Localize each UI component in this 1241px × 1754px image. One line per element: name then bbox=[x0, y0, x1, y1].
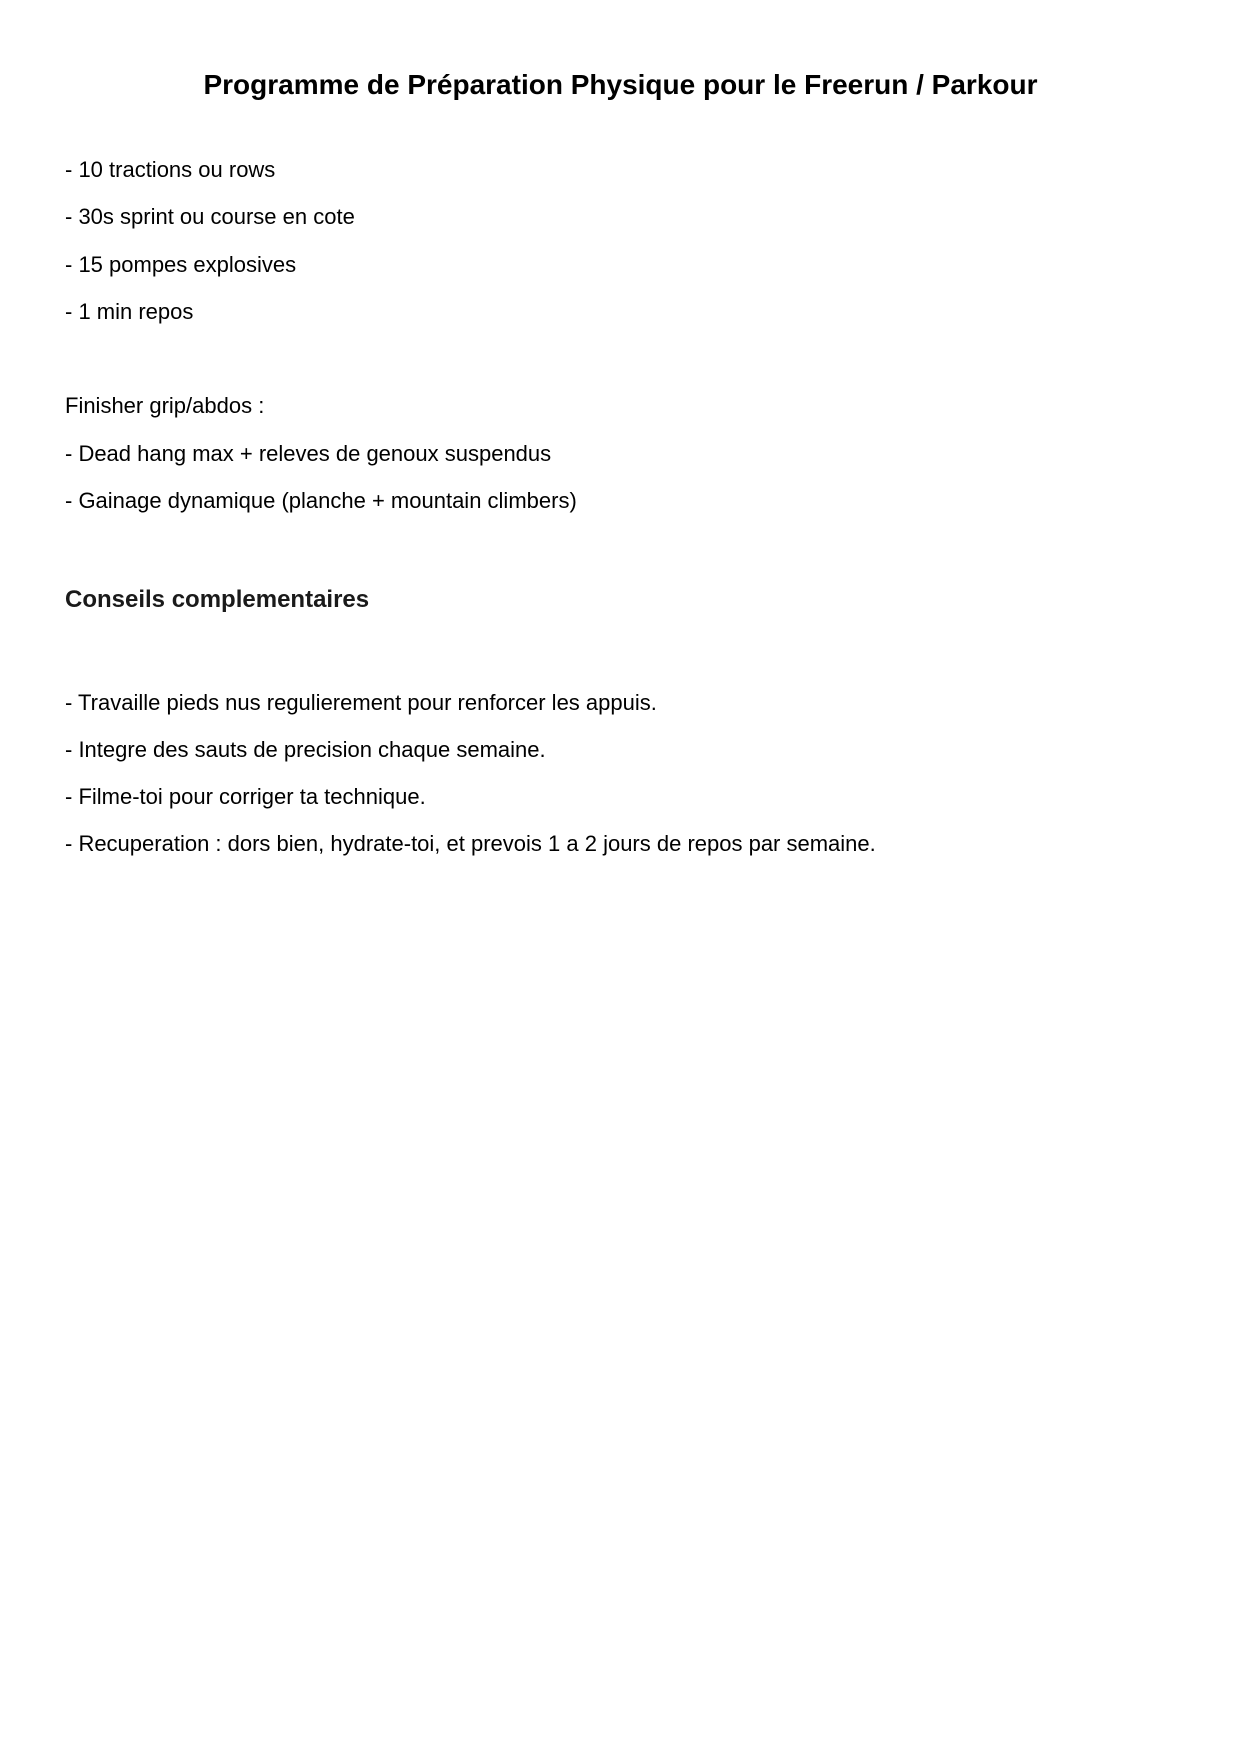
tip-item: - Integre des sauts de precision chaque semaine. bbox=[65, 737, 546, 762]
finisher-item: - Dead hang max + releves de genoux suspendus bbox=[65, 441, 552, 466]
finisher-label: Finisher grip/abdos : bbox=[65, 393, 265, 418]
circuit-item: - 30s sprint ou course en cote bbox=[65, 204, 355, 229]
page-title: Programme de Préparation Physique pour le Freerun / Parkour bbox=[203, 69, 1038, 100]
tip-item: - Filme-toi pour corriger ta technique. bbox=[65, 784, 426, 809]
tip-item: - Travaille pieds nus regulierement pour renforcer les appuis. bbox=[65, 690, 657, 715]
circuit-item: - 1 min repos bbox=[65, 299, 194, 324]
circuit-item: - 15 pompes explosives bbox=[65, 252, 297, 277]
tips-heading: Conseils complementaires bbox=[65, 586, 370, 613]
finisher-item: - Gainage dynamique (planche + mountain climbers) bbox=[65, 488, 577, 513]
tip-item: - Recuperation : dors bien, hydrate-toi, et prevois 1 a 2 jours de repos par semaine. bbox=[65, 831, 876, 856]
circuit-item: - 10 tractions ou rows bbox=[65, 157, 276, 182]
